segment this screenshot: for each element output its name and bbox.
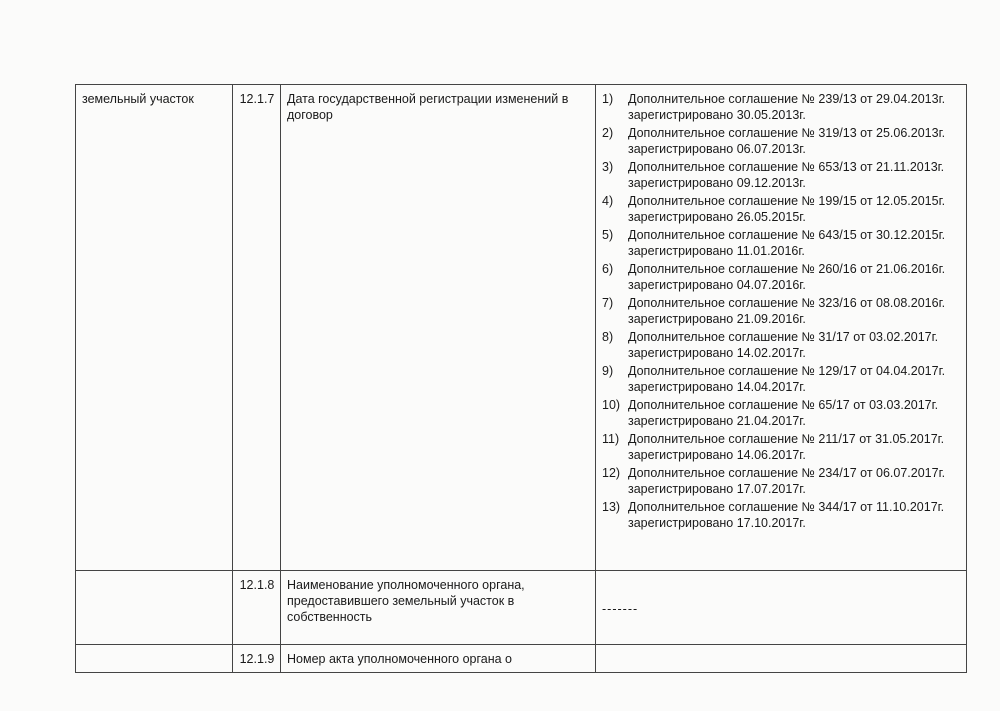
amendment-agreement: Дополнительное соглашение № 344/17 от 11.10.2017г. [628, 500, 945, 514]
list-item [602, 397, 961, 429]
amendment-text [628, 397, 961, 429]
amendment-text [628, 329, 961, 361]
authority-value-cell: ------- [596, 571, 967, 645]
amendment-registered: зарегистрировано 30.05.2013г. [628, 108, 806, 122]
amendment-text [628, 193, 961, 225]
amendment-agreement: Дополнительное соглашение № 199/15 от 12.05.2015г. [628, 194, 946, 208]
list-item [602, 227, 961, 259]
subject-cell: земельный участок [76, 85, 233, 571]
empty-subject-cell [76, 571, 233, 645]
code-cell: 12.1.8 [233, 571, 281, 645]
list-item [602, 193, 961, 225]
list-item [602, 295, 961, 327]
amendment-registered: зарегистрировано 04.07.2016г. [628, 278, 806, 292]
amendment-number: 7) [602, 296, 614, 310]
empty-subject-cell [76, 645, 233, 673]
amendment-registered: зарегистрировано 21.04.2017г. [628, 414, 806, 428]
amendment-number: 11) [602, 432, 620, 446]
amendment-registered: зарегистрировано 14.04.2017г. [628, 380, 806, 394]
amendment-number: 1) [602, 92, 614, 106]
amendment-text [628, 91, 961, 123]
list-item [602, 329, 961, 361]
list-item [602, 125, 961, 157]
amendment-number: 5) [602, 228, 614, 242]
amendment-registered: зарегистрировано 14.06.2017г. [628, 448, 806, 462]
list-item [602, 363, 961, 395]
table-row-12-1-8 [76, 571, 967, 645]
list-item [602, 465, 961, 497]
amendment-number: 9) [602, 364, 614, 378]
amendment-text [628, 499, 961, 531]
field-cell: Дата государственной регистрации изменений в договор [281, 85, 596, 571]
amendment-text [628, 261, 961, 293]
amendment-registered: зарегистрировано 17.10.2017г. [628, 516, 806, 530]
amendment-number: 4) [602, 194, 614, 208]
field-cell: Номер акта уполномоченного органа о [281, 645, 596, 673]
amendment-text [628, 465, 961, 497]
field-cell: Наименование уполномоченного органа, предоставившего земельный участок в собственность [281, 571, 596, 645]
amendment-text [628, 431, 961, 463]
list-item [602, 159, 961, 191]
amendment-number: 10) [602, 398, 621, 412]
amendment-number: 8) [602, 330, 614, 344]
act-value-cell [596, 645, 967, 673]
amendment-text [628, 227, 961, 259]
amendment-text [628, 295, 961, 327]
list-item [602, 499, 961, 531]
list-item [602, 431, 961, 463]
list-item [602, 261, 961, 293]
amendment-registered: зарегистрировано 09.12.2013г. [628, 176, 806, 190]
document-table [75, 84, 967, 673]
table-row-12-1-7 [76, 85, 967, 571]
amendment-number: 13) [602, 500, 621, 514]
amendment-registered: зарегистрировано 11.01.2016г. [628, 244, 805, 258]
amendment-registered: зарегистрировано 26.05.2015г. [628, 210, 806, 224]
list-item [602, 91, 961, 123]
table-row-12-1-9 [76, 645, 967, 673]
amendment-number: 12) [602, 466, 621, 480]
amendment-agreement: Дополнительное соглашение № 31/17 от 03.02.2017г. [628, 330, 939, 344]
amendment-number: 6) [602, 262, 614, 276]
amendments-list [602, 91, 961, 531]
code-cell: 12.1.7 [233, 85, 281, 571]
amendment-agreement: Дополнительное соглашение № 323/16 от 08.08.2016г. [628, 296, 946, 310]
amendment-text [628, 159, 961, 191]
amendment-registered: зарегистрировано 14.02.2017г. [628, 346, 806, 360]
amendment-agreement: Дополнительное соглашение № 239/13 от 29.04.2013г. [628, 92, 946, 106]
code-cell: 12.1.9 [233, 645, 281, 673]
amendment-agreement: Дополнительное соглашение № 65/17 от 03.03.2017г. [628, 398, 939, 412]
amendment-registered: зарегистрировано 21.09.2016г. [628, 312, 806, 326]
amendments-cell [596, 85, 967, 571]
amendment-agreement: Дополнительное соглашение № 211/17 от 31.05.2017г. [628, 432, 945, 446]
amendment-agreement: Дополнительное соглашение № 234/17 от 06.07.2017г. [628, 466, 946, 480]
amendment-agreement: Дополнительное соглашение № 260/16 от 21.06.2016г. [628, 262, 946, 276]
amendment-text [628, 125, 961, 157]
amendment-registered: зарегистрировано 17.07.2017г. [628, 482, 806, 496]
amendment-number: 2) [602, 126, 614, 140]
amendment-agreement: Дополнительное соглашение № 643/15 от 30.12.2015г. [628, 228, 946, 242]
amendment-agreement: Дополнительное соглашение № 129/17 от 04.04.2017г. [628, 364, 946, 378]
amendment-number: 3) [602, 160, 614, 174]
amendment-text [628, 363, 961, 395]
amendment-agreement: Дополнительное соглашение № 319/13 от 25.06.2013г. [628, 126, 946, 140]
amendment-registered: зарегистрировано 06.07.2013г. [628, 142, 806, 156]
amendment-agreement: Дополнительное соглашение № 653/13 от 21.11.2013г. [628, 160, 945, 174]
